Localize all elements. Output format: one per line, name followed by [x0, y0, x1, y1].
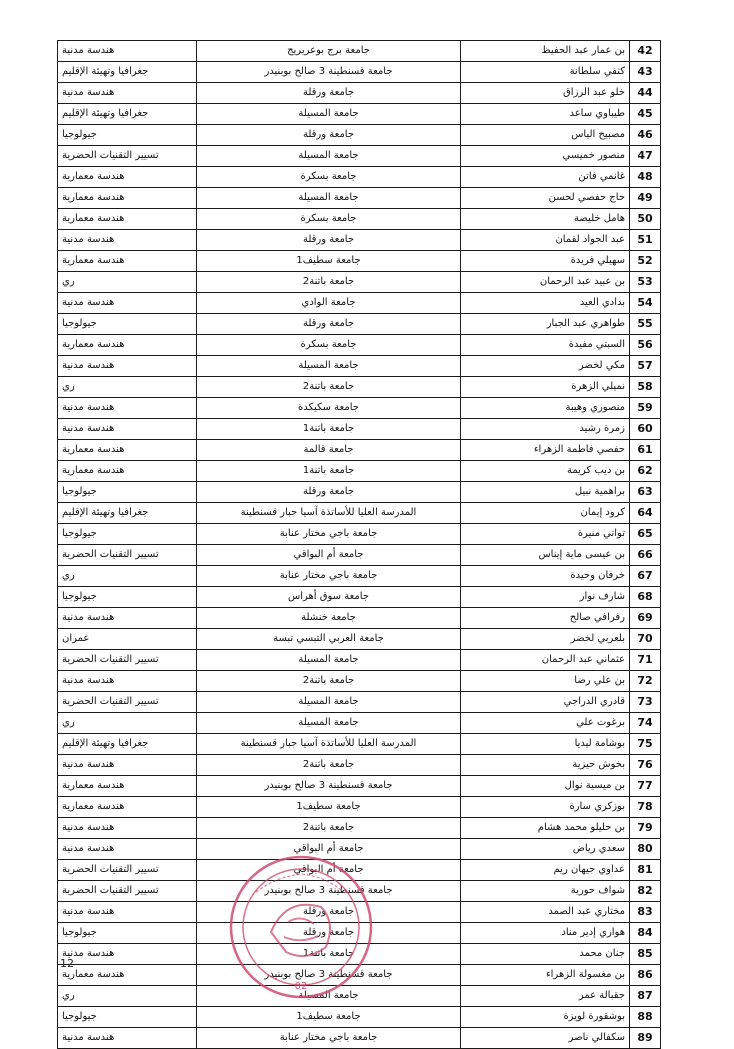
row-number: 51 [630, 230, 661, 251]
candidate-name: مصبيح الياس [461, 125, 630, 146]
row-number: 74 [630, 713, 661, 734]
specialty: جيولوجيا [58, 125, 197, 146]
row-number: 61 [630, 440, 661, 461]
candidate-name: هامل خليصة [461, 209, 630, 230]
university-name: جامعة المسيلة [197, 356, 461, 377]
university-name: جامعة المسيلة [197, 713, 461, 734]
row-number: 72 [630, 671, 661, 692]
table-row [58, 104, 661, 125]
specialty: هندسة معمارية [58, 440, 197, 461]
table-row [58, 188, 661, 209]
candidate-name: بخوش حيزية [461, 755, 630, 776]
table-row [58, 41, 661, 62]
university-name: جامعة بسكرة [197, 209, 461, 230]
candidate-name: عبد الجواد لقمان [461, 230, 630, 251]
table-row [58, 629, 661, 650]
candidate-name: شارف نوار [461, 587, 630, 608]
candidate-name: عثماني عبد الرحمان [461, 650, 630, 671]
specialty: هندسة مدنية [58, 902, 197, 923]
candidate-name: مختاري عبد الصمد [461, 902, 630, 923]
table-row [58, 377, 661, 398]
table-row [58, 461, 661, 482]
candidate-name: السبتي مفيدة [461, 335, 630, 356]
specialty: تسيير التقنيات الحضرية [58, 650, 197, 671]
table-row [58, 440, 661, 461]
specialty: ري [58, 566, 197, 587]
row-number: 82 [630, 881, 661, 902]
university-name: جامعة باتنة2 [197, 818, 461, 839]
candidate-name: سعدي رياض [461, 839, 630, 860]
university-name: جامعة بسكرة [197, 335, 461, 356]
university-name: جامعة باتنة2 [197, 755, 461, 776]
row-number: 80 [630, 839, 661, 860]
specialty: جيولوجيا [58, 314, 197, 335]
specialty: جغرافيا وتهيئة الإقليم [58, 62, 197, 83]
table-row [58, 146, 661, 167]
row-number: 79 [630, 818, 661, 839]
table-row [58, 776, 661, 797]
candidate-name: سهيلي فريدة [461, 251, 630, 272]
university-name: جامعة أم البواقي [197, 545, 461, 566]
table-row [58, 503, 661, 524]
specialty: هندسة مدنية [58, 41, 197, 62]
row-number: 70 [630, 629, 661, 650]
row-number: 68 [630, 587, 661, 608]
specialty: هندسة مدنية [58, 671, 197, 692]
row-number: 58 [630, 377, 661, 398]
table-row [58, 797, 661, 818]
candidate-name: بن علي رضا [461, 671, 630, 692]
row-number: 84 [630, 923, 661, 944]
row-number: 81 [630, 860, 661, 881]
candidate-name: هواري إدير مناد [461, 923, 630, 944]
table-row [58, 209, 661, 230]
specialty: جغرافيا وتهيئة الإقليم [58, 734, 197, 755]
table-row [58, 251, 661, 272]
specialty: هندسة معمارية [58, 188, 197, 209]
table-row [58, 314, 661, 335]
table-row [58, 566, 661, 587]
specialty: جغرافيا وتهيئة الإقليم [58, 503, 197, 524]
candidate-name: طواهري عبد الجبار [461, 314, 630, 335]
candidate-name: مكي لخضر [461, 356, 630, 377]
specialty: تسيير التقنيات الحضرية [58, 860, 197, 881]
specialty: هندسة مدنية [58, 398, 197, 419]
row-number: 60 [630, 419, 661, 440]
row-number: 66 [630, 545, 661, 566]
candidate-name: خلو عبد الرزاق [461, 83, 630, 104]
row-number: 45 [630, 104, 661, 125]
specialty: هندسة معمارية [58, 461, 197, 482]
table-row [58, 755, 661, 776]
table-row [58, 1028, 661, 1049]
table-row [58, 419, 661, 440]
row-number: 59 [630, 398, 661, 419]
row-number: 49 [630, 188, 661, 209]
table-row [58, 335, 661, 356]
row-number: 76 [630, 755, 661, 776]
specialty: هندسة مدنية [58, 356, 197, 377]
table-row [58, 692, 661, 713]
university-name: جامعة برج بوعريريج [197, 41, 461, 62]
candidate-name: بن عبيد عبد الرحمان [461, 272, 630, 293]
university-name: جامعة باجي مختار عنابة [197, 566, 461, 587]
university-name: جامعة المسيلة [197, 188, 461, 209]
specialty: عمران [58, 629, 197, 650]
university-name: جامعة ورقلة [197, 902, 461, 923]
row-number: 43 [630, 62, 661, 83]
university-name: جامعة أم البواقي [197, 839, 461, 860]
specialty: جيولوجيا [58, 923, 197, 944]
table-row [58, 356, 661, 377]
candidate-name: بن عمار عبد الحفيظ [461, 41, 630, 62]
specialty: هندسة مدنية [58, 818, 197, 839]
specialty: جيولوجيا [58, 524, 197, 545]
candidate-name: منصوري وهيبة [461, 398, 630, 419]
specialty: تسيير التقنيات الحضرية [58, 692, 197, 713]
table-row [58, 587, 661, 608]
page-number: 12 [60, 957, 74, 970]
specialty: هندسة مدنية [58, 755, 197, 776]
specialty: ري [58, 272, 197, 293]
candidate-name: بن مغسولة الزهراء [461, 965, 630, 986]
candidate-name: سكفالي ناصر [461, 1028, 630, 1049]
table-row [58, 167, 661, 188]
row-number: 52 [630, 251, 661, 272]
specialty: تسيير التقنيات الحضرية [58, 146, 197, 167]
candidate-name: حفصي فاطمة الزهراء [461, 440, 630, 461]
university-name: جامعة المسيلة [197, 104, 461, 125]
table-row [58, 734, 661, 755]
row-number: 56 [630, 335, 661, 356]
candidate-name: غانمي فاتن [461, 167, 630, 188]
table-row [58, 125, 661, 146]
candidate-name: عداوي جيهان ريم [461, 860, 630, 881]
row-number: 78 [630, 797, 661, 818]
specialty: جيولوجيا [58, 587, 197, 608]
stamp-number: 02 [294, 981, 308, 992]
candidate-name: جنان محمد [461, 944, 630, 965]
university-name: جامعة خنشلة [197, 608, 461, 629]
candidate-name: طيباوي ساعد [461, 104, 630, 125]
university-name: جامعة المسيلة [197, 650, 461, 671]
university-name: جامعة باتنة2 [197, 272, 461, 293]
university-name: جامعة باجي مختار عنابة [197, 524, 461, 545]
table-row [58, 83, 661, 104]
row-number: 65 [630, 524, 661, 545]
candidate-name: جقبالة عمر [461, 986, 630, 1007]
specialty: هندسة معمارية [58, 965, 197, 986]
university-name: جامعة باتنة2 [197, 377, 461, 398]
specialty: هندسة معمارية [58, 335, 197, 356]
specialty: ري [58, 713, 197, 734]
university-name: جامعة قسنطينة 3 صالح بوبنيدر [197, 965, 461, 986]
row-number: 86 [630, 965, 661, 986]
university-name: جامعة باتنة1 [197, 461, 461, 482]
row-number: 67 [630, 566, 661, 587]
row-number: 42 [630, 41, 661, 62]
row-number: 44 [630, 83, 661, 104]
specialty: هندسة مدنية [58, 293, 197, 314]
row-number: 75 [630, 734, 661, 755]
specialty: ري [58, 986, 197, 1007]
university-name: جامعة أم البواقي [197, 860, 461, 881]
candidate-name: نميلي الزهرة [461, 377, 630, 398]
candidate-name: بوشامة ليديا [461, 734, 630, 755]
university-name: جامعة باتنة2 [197, 671, 461, 692]
specialty: جغرافيا وتهيئة الإقليم [58, 104, 197, 125]
university-name: جامعة ورقلة [197, 482, 461, 503]
row-number: 47 [630, 146, 661, 167]
candidate-name: بلعربي لخضر [461, 629, 630, 650]
university-name: المدرسة العليا للأساتذة آسيا جبار قسنطينة [197, 503, 461, 524]
university-name: جامعة باتنة1 [197, 944, 461, 965]
specialty: هندسة مدنية [58, 944, 197, 965]
university-name: جامعة بسكرة [197, 167, 461, 188]
university-name: جامعة باتنة1 [197, 419, 461, 440]
university-name: جامعة قالمة [197, 440, 461, 461]
table-row [58, 545, 661, 566]
specialty: جيولوجيا [58, 482, 197, 503]
row-number: 88 [630, 1007, 661, 1028]
specialty: هندسة معمارية [58, 251, 197, 272]
row-number: 83 [630, 902, 661, 923]
specialty: هندسة مدنية [58, 608, 197, 629]
university-name: جامعة سطيف1 [197, 251, 461, 272]
candidate-name: قادري الدراجي [461, 692, 630, 713]
specialty: هندسة مدنية [58, 230, 197, 251]
candidate-name: منصور خميسي [461, 146, 630, 167]
university-name: جامعة قسنطينة 3 صالح بوبنيدر [197, 776, 461, 797]
university-name: جامعة العربي التبسي تبسة [197, 629, 461, 650]
university-name: المدرسة العليا للأساتذة آسيا جبار قسنطينة [197, 734, 461, 755]
table-row [58, 272, 661, 293]
university-name: جامعة الوادي [197, 293, 461, 314]
specialty: هندسة معمارية [58, 167, 197, 188]
row-number: 73 [630, 692, 661, 713]
row-number: 50 [630, 209, 661, 230]
specialty: هندسة مدنية [58, 839, 197, 860]
university-name: جامعة ورقلة [197, 923, 461, 944]
university-name: جامعة ورقلة [197, 314, 461, 335]
university-name: جامعة سوق أهراس [197, 587, 461, 608]
specialty: تسيير التقنيات الحضرية [58, 545, 197, 566]
university-name: جامعة ورقلة [197, 230, 461, 251]
row-number: 53 [630, 272, 661, 293]
table-row [58, 230, 661, 251]
specialty: ري [58, 377, 197, 398]
row-number: 89 [630, 1028, 661, 1049]
candidate-name: بن حليلو محمد هشام [461, 818, 630, 839]
row-number: 46 [630, 125, 661, 146]
table-row [58, 293, 661, 314]
candidate-name: بوزكري سارة [461, 797, 630, 818]
candidate-name: حاج حفصي لحسن [461, 188, 630, 209]
row-number: 62 [630, 461, 661, 482]
university-name: جامعة سطيف1 [197, 797, 461, 818]
table-row [58, 818, 661, 839]
candidate-name: رفرافي صالح [461, 608, 630, 629]
candidate-name: براهمية نبيل [461, 482, 630, 503]
candidate-name: بدادي العيد [461, 293, 630, 314]
candidate-name: بن ديب كريمة [461, 461, 630, 482]
candidate-name: كتفي سلطانة [461, 62, 630, 83]
table-row [58, 671, 661, 692]
candidate-name: بن عيسى ماية إيناس [461, 545, 630, 566]
row-number: 55 [630, 314, 661, 335]
table-row [58, 62, 661, 83]
candidate-name: تواتي منيرة [461, 524, 630, 545]
table-row [58, 524, 661, 545]
row-number: 77 [630, 776, 661, 797]
candidate-name: شواف حورية [461, 881, 630, 902]
university-name: جامعة المسيلة [197, 692, 461, 713]
table-row [58, 650, 661, 671]
specialty: هندسة مدنية [58, 83, 197, 104]
row-number: 71 [630, 650, 661, 671]
university-name: جامعة المسيلة [197, 146, 461, 167]
specialty: تسيير التقنيات الحضرية [58, 881, 197, 902]
candidate-name: بوشقورة لويزة [461, 1007, 630, 1028]
candidate-name: زمرة رشيد [461, 419, 630, 440]
university-name: جامعة باجي مختار عنابة [197, 1028, 461, 1049]
row-number: 57 [630, 356, 661, 377]
specialty: جيولوجيا [58, 1007, 197, 1028]
table-row [58, 398, 661, 419]
specialty: هندسة معمارية [58, 776, 197, 797]
specialty: هندسة معمارية [58, 797, 197, 818]
university-name: جامعة المسيلة [197, 986, 461, 1007]
specialty: هندسة مدنية [58, 1028, 197, 1049]
university-name: جامعة سكيكدة [197, 398, 461, 419]
row-number: 54 [630, 293, 661, 314]
table-row [58, 482, 661, 503]
table-row [58, 1007, 661, 1028]
official-stamp [226, 852, 376, 1002]
university-name: جامعة قسنطينة 3 صالح بوبنيدر [197, 62, 461, 83]
university-name: جامعة ورقلة [197, 83, 461, 104]
row-number: 85 [630, 944, 661, 965]
university-name: جامعة قسنطينة 3 صالح بوبنيدر [197, 881, 461, 902]
row-number: 48 [630, 167, 661, 188]
row-number: 64 [630, 503, 661, 524]
candidate-name: كرود إيمان [461, 503, 630, 524]
table-row [58, 713, 661, 734]
candidate-name: برغوت علي [461, 713, 630, 734]
row-number: 87 [630, 986, 661, 1007]
row-number: 69 [630, 608, 661, 629]
specialty: هندسة مدنية [58, 419, 197, 440]
candidate-name: خرفان وحيدة [461, 566, 630, 587]
specialty: هندسة معمارية [58, 209, 197, 230]
university-name: جامعة ورقلة [197, 125, 461, 146]
candidate-name: بن ميسية نوال [461, 776, 630, 797]
row-number: 63 [630, 482, 661, 503]
table-row [58, 608, 661, 629]
university-name: جامعة سطيف1 [197, 1007, 461, 1028]
